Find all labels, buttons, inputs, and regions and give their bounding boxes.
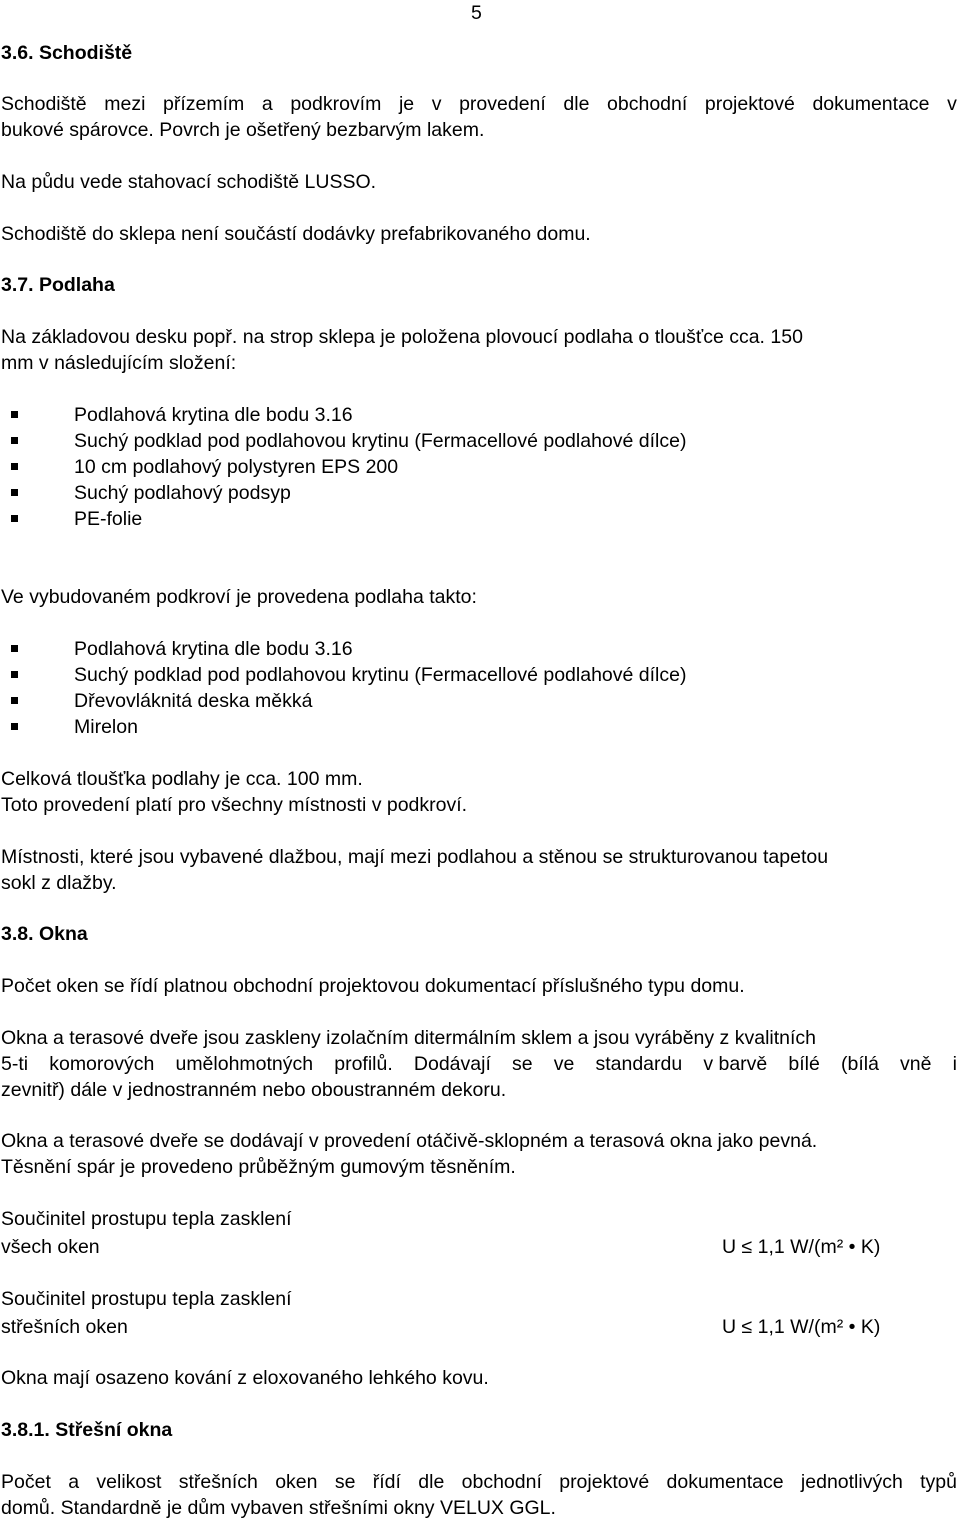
word: vně [900,1053,932,1075]
windows-opening-line-2: Těsnění spár je provedeno průběžným gumovým těsněním. [1,1156,516,1178]
bullet-icon [11,411,18,418]
word: typů [920,1471,957,1493]
word: mezi [104,93,146,115]
windows-glazing-line-2 [1,1053,957,1076]
word: se [334,1471,356,1493]
word: Počet [1,1471,51,1493]
word: oken [275,1471,318,1493]
list-item-text: Suchý podklad pod podlahovou krytinu (Fermacellové podlahové dílce) [74,664,687,686]
word: Schodiště [1,93,87,115]
word: je [398,93,415,115]
word: provedení [459,93,546,115]
list-item-text: Mirelon [74,716,138,738]
floor-intro-line-2: mm v následujícím složení: [1,352,237,374]
attic-rooms-text: Toto provedení platí pro všechny místnosti v podkroví. [1,794,468,816]
attic-stairs-text: Na půdu vede stahovací schodiště LUSSO. [1,171,377,193]
u-value: U ≤ 1,1 W/(m² • K) [722,1236,881,1258]
word: dokumentace [812,93,930,115]
list-item-text: Dřevovláknitá deska měkká [74,690,313,712]
u-value: U ≤ 1,1 W/(m² • K) [722,1316,881,1338]
attic-floor-intro: Ve vybudovaném podkroví je provedena podlaha takto: [1,586,477,608]
bullet-icon [11,437,18,444]
heading-3-8: 3.8. Okna [1,923,88,945]
word: komorových [49,1053,155,1075]
floor-intro-line-1: Na základovou desku popř. na strop sklepa je položena plovoucí podlaha o tloušťce cca. 150 [1,326,803,348]
list-item-text: Suchý podklad pod podlahovou krytinu (Fermacellové podlahové dílce) [74,430,687,452]
word: umělohmotných [175,1053,314,1075]
word: v [431,93,442,115]
word: podkrovím [290,93,382,115]
word: se [512,1053,533,1075]
u-value-label-line-2: všech oken [1,1236,100,1258]
bullet-icon [11,645,18,652]
bullet-icon [11,671,18,678]
word: a [68,1471,80,1493]
bullet-icon [11,515,18,522]
word: dle [418,1471,445,1493]
word: střešních [178,1471,258,1493]
heading-3-6: 3.6. Schodiště [1,42,133,64]
word: Dodávají [413,1053,491,1075]
word: profilů. [334,1053,393,1075]
word: obchodní [607,93,688,115]
word: řídí [372,1471,401,1493]
u-value-label-line-2: střešních oken [1,1316,128,1338]
windows-glazing-line-3: zevnitř) dále v jednostranném nebo oboustranném dekoru. [1,1079,507,1101]
heading-3-8-1: 3.8.1. Střešní okna [1,1419,173,1441]
word: a [261,93,273,115]
word: 5-ti [1,1053,29,1075]
word: velikost [96,1471,162,1493]
list-item-text: PE-folie [74,508,143,530]
cellar-stairs-text: Schodiště do sklepa není součástí dodávky prefabrikovaného domu. [1,223,591,245]
word: v [947,93,957,115]
tiles-line-2: sokl z dlažby. [1,872,117,894]
bullet-icon [11,489,18,496]
word: bílé [788,1053,820,1075]
word: standardu [595,1053,683,1075]
roof-windows-line-2: domů. Standardně je dům vybaven střešními okny VELUX GGL. [1,1497,556,1519]
word: dle [563,93,590,115]
page-number: 5 [471,2,482,24]
windows-glazing-line-1: Okna a terasové dveře jsou zaskleny izolačním ditermálním sklem a jsou vyráběny z kvalitních [1,1027,817,1049]
word: projektové [559,1471,650,1493]
u-value-label-line-1: Součinitel prostupu tepla zasklení [1,1288,292,1310]
bullet-icon [11,723,18,730]
heading-3-7: 3.7. Podlaha [1,274,115,296]
word: v barvě [703,1053,768,1075]
windows-count-text: Počet oken se řídí platnou obchodní projektovou dokumentací příslušného typu domu. [1,975,745,997]
floor-thickness-text: Celková tloušťka podlahy je cca. 100 mm. [1,768,363,790]
word: i [952,1053,957,1075]
list-item-text: Suchý podlahový podsyp [74,482,291,504]
word: přízemím [163,93,245,115]
bullet-icon [11,463,18,470]
list-item-text: Podlahová krytina dle bodu 3.16 [74,638,353,660]
list-item-text: 10 cm podlahový polystyren EPS 200 [74,456,399,478]
word: projektové [704,93,795,115]
list-item-text: Podlahová krytina dle bodu 3.16 [74,404,353,426]
word: obchodní [461,1471,542,1493]
stairs-paragraph-line-1 [1,93,957,116]
word: ve [553,1053,575,1075]
stairs-paragraph-line-2: bukové spárovce. Povrch je ošetřený bezbarvým lakem. [1,119,485,141]
roof-windows-line-1 [1,1471,957,1494]
u-value-label-line-1: Součinitel prostupu tepla zasklení [1,1208,292,1230]
windows-opening-line-1: Okna a terasové dveře se dodávají v provedení otáčivě-sklopném a terasová okna jako pevná. [1,1130,818,1152]
word: dokumentace [666,1471,784,1493]
hardware-text: Okna mají osazeno kování z eloxovaného lehkého kovu. [1,1367,489,1389]
word: jednotlivých [800,1471,903,1493]
word: (bílá [840,1053,879,1075]
tiles-line-1: Místnosti, které jsou vybavené dlažbou, mají mezi podlahou a stěnou se strukturovanou tapetou [1,846,829,868]
bullet-icon [11,697,18,704]
